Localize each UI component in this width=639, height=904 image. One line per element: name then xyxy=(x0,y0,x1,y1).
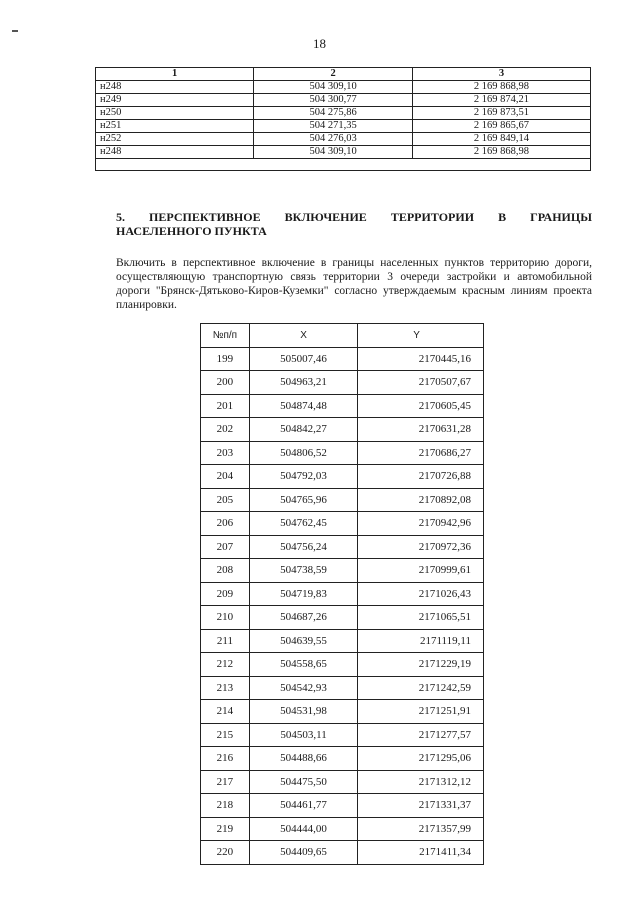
table-cell: 504531,98 xyxy=(249,700,357,724)
table-row xyxy=(201,488,484,512)
column-header: 2 xyxy=(254,68,413,81)
table-cell: 2 169 873,51 xyxy=(412,107,590,120)
table-cell: 2 169 868,98 xyxy=(412,81,590,94)
table-row xyxy=(201,559,484,583)
table-row xyxy=(96,81,591,94)
table-row xyxy=(96,133,591,146)
table-cell: 504806,52 xyxy=(249,441,357,465)
table-cell: 504756,24 xyxy=(249,535,357,559)
table-row xyxy=(201,700,484,724)
table-row xyxy=(201,441,484,465)
table-cell: 2170605,45 xyxy=(358,394,484,418)
table-row xyxy=(96,120,591,133)
table-row xyxy=(201,723,484,747)
table-row xyxy=(201,371,484,395)
table-cell: 2171229,19 xyxy=(358,653,484,677)
table-cell: 218 xyxy=(201,794,250,818)
table-cell: 504842,27 xyxy=(249,418,357,442)
table-cell: 504475,50 xyxy=(249,770,357,794)
table-row xyxy=(96,94,591,107)
table-cell: 504762,45 xyxy=(249,512,357,536)
table-cell: н248 xyxy=(96,146,254,159)
table-row xyxy=(201,817,484,841)
table-cell: 504 276,03 xyxy=(254,133,413,146)
table-row xyxy=(201,465,484,489)
column-header: 3 xyxy=(412,68,590,81)
table-cell: 210 xyxy=(201,606,250,630)
column-header: 1 xyxy=(96,68,254,81)
table-row xyxy=(201,653,484,677)
table-cell: 206 xyxy=(201,512,250,536)
table-cell: 2171242,59 xyxy=(358,676,484,700)
table-cell: 504874,48 xyxy=(249,394,357,418)
table-cell: 2170507,67 xyxy=(358,371,484,395)
table-cell: 208 xyxy=(201,559,250,583)
table-cell: 217 xyxy=(201,770,250,794)
table-cell: н248 xyxy=(96,81,254,94)
table-row xyxy=(201,841,484,865)
top-coordinates-table xyxy=(95,67,591,171)
table-cell: 201 xyxy=(201,394,250,418)
table-cell: 504 309,10 xyxy=(254,81,413,94)
table-cell: 2171331,37 xyxy=(358,794,484,818)
section-heading-line2: НАСЕЛЕННОГО ПУНКТА xyxy=(116,224,267,238)
table-cell: 504687,26 xyxy=(249,606,357,630)
table-row xyxy=(201,418,484,442)
scan-mark xyxy=(12,30,18,32)
table-cell: 505007,46 xyxy=(249,347,357,371)
table-cell: 504963,21 xyxy=(249,371,357,395)
table-cell: 2170726,88 xyxy=(358,465,484,489)
table-header-row xyxy=(96,68,591,81)
table-cell: 199 xyxy=(201,347,250,371)
table-cell: 200 xyxy=(201,371,250,395)
table-cell: 504488,66 xyxy=(249,747,357,771)
table-row xyxy=(201,606,484,630)
table-cell: 203 xyxy=(201,441,250,465)
table-row xyxy=(96,107,591,120)
table-cell: н250 xyxy=(96,107,254,120)
table-cell: 2170892,08 xyxy=(358,488,484,512)
table-cell: 504444,00 xyxy=(249,817,357,841)
table-cell: 2170631,28 xyxy=(358,418,484,442)
table-row xyxy=(201,676,484,700)
table-cell: 2171277,57 xyxy=(358,723,484,747)
table-cell: н251 xyxy=(96,120,254,133)
table-cell: 211 xyxy=(201,629,250,653)
table-cell: 219 xyxy=(201,817,250,841)
section-paragraph: Включить в перспективное включение в границы населенных пунктов территорию дороги, осуществляющую транспортную связь территории 3 очереди застройки и автомобильной дороги "Брянск-Дятьково-Киров-Куземки" согласно утверждаемым красным линиям проекта планировки. xyxy=(116,257,592,311)
table-cell: 504639,55 xyxy=(249,629,357,653)
table-row xyxy=(201,794,484,818)
table-cell: 2170972,36 xyxy=(358,535,484,559)
table-cell: 504558,65 xyxy=(249,653,357,677)
table-row xyxy=(201,770,484,794)
table-cell: 504 300,77 xyxy=(254,94,413,107)
table-cell: 207 xyxy=(201,535,250,559)
table-cell: 2 169 868,98 xyxy=(412,146,590,159)
table-cell: 504409,65 xyxy=(249,841,357,865)
main-coordinates-table xyxy=(200,323,484,865)
table-row xyxy=(201,582,484,606)
table-row xyxy=(201,394,484,418)
table-cell: 2171026,43 xyxy=(358,582,484,606)
section-heading: 5. ПЕРСПЕКТИВНОЕ ВКЛЮЧЕНИЕ ТЕРРИТОРИИ В ГРАНИЦЫ xyxy=(116,210,592,224)
column-header: Y xyxy=(358,324,484,348)
table-cell: 504738,59 xyxy=(249,559,357,583)
empty-cell xyxy=(96,159,591,171)
table-cell: 205 xyxy=(201,488,250,512)
table-empty-row xyxy=(96,159,591,171)
table-cell: 2171295,06 xyxy=(358,747,484,771)
column-header: №п/п xyxy=(201,324,250,348)
table-cell: 220 xyxy=(201,841,250,865)
table-cell: н252 xyxy=(96,133,254,146)
table-cell: н249 xyxy=(96,94,254,107)
table-cell: 504503,11 xyxy=(249,723,357,747)
table-cell: 2171312,12 xyxy=(358,770,484,794)
table-row xyxy=(201,512,484,536)
table-cell: 504 275,86 xyxy=(254,107,413,120)
table-cell: 2171357,99 xyxy=(358,817,484,841)
table-cell: 504 309,10 xyxy=(254,146,413,159)
table-cell: 504542,93 xyxy=(249,676,357,700)
table-cell: 2170942,96 xyxy=(358,512,484,536)
table-cell: 2 169 865,67 xyxy=(412,120,590,133)
table-cell: 2171251,91 xyxy=(358,700,484,724)
column-header: X xyxy=(249,324,357,348)
table-cell: 2170686,27 xyxy=(358,441,484,465)
table-cell: 213 xyxy=(201,676,250,700)
table-row xyxy=(201,629,484,653)
table-cell: 209 xyxy=(201,582,250,606)
table-cell: 2170445,16 xyxy=(358,347,484,371)
page-number: 18 xyxy=(313,36,326,51)
table-cell: 2171411,34 xyxy=(358,841,484,865)
table-cell: 504765,96 xyxy=(249,488,357,512)
table-cell: 215 xyxy=(201,723,250,747)
table-row xyxy=(201,747,484,771)
table-cell: 216 xyxy=(201,747,250,771)
table-cell: 504792,03 xyxy=(249,465,357,489)
table-header-row xyxy=(201,324,484,348)
table-row xyxy=(96,146,591,159)
table-cell: 214 xyxy=(201,700,250,724)
table-cell: 212 xyxy=(201,653,250,677)
table-row xyxy=(201,535,484,559)
table-cell: 2171119,11 xyxy=(358,629,484,653)
table-cell: 202 xyxy=(201,418,250,442)
table-row xyxy=(201,347,484,371)
table-cell: 204 xyxy=(201,465,250,489)
table-cell: 2170999,61 xyxy=(358,559,484,583)
table-cell: 2 169 874,21 xyxy=(412,94,590,107)
table-cell: 504719,83 xyxy=(249,582,357,606)
table-cell: 504461,77 xyxy=(249,794,357,818)
table-cell: 504 271,35 xyxy=(254,120,413,133)
table-cell: 2 169 849,14 xyxy=(412,133,590,146)
table-cell: 2171065,51 xyxy=(358,606,484,630)
